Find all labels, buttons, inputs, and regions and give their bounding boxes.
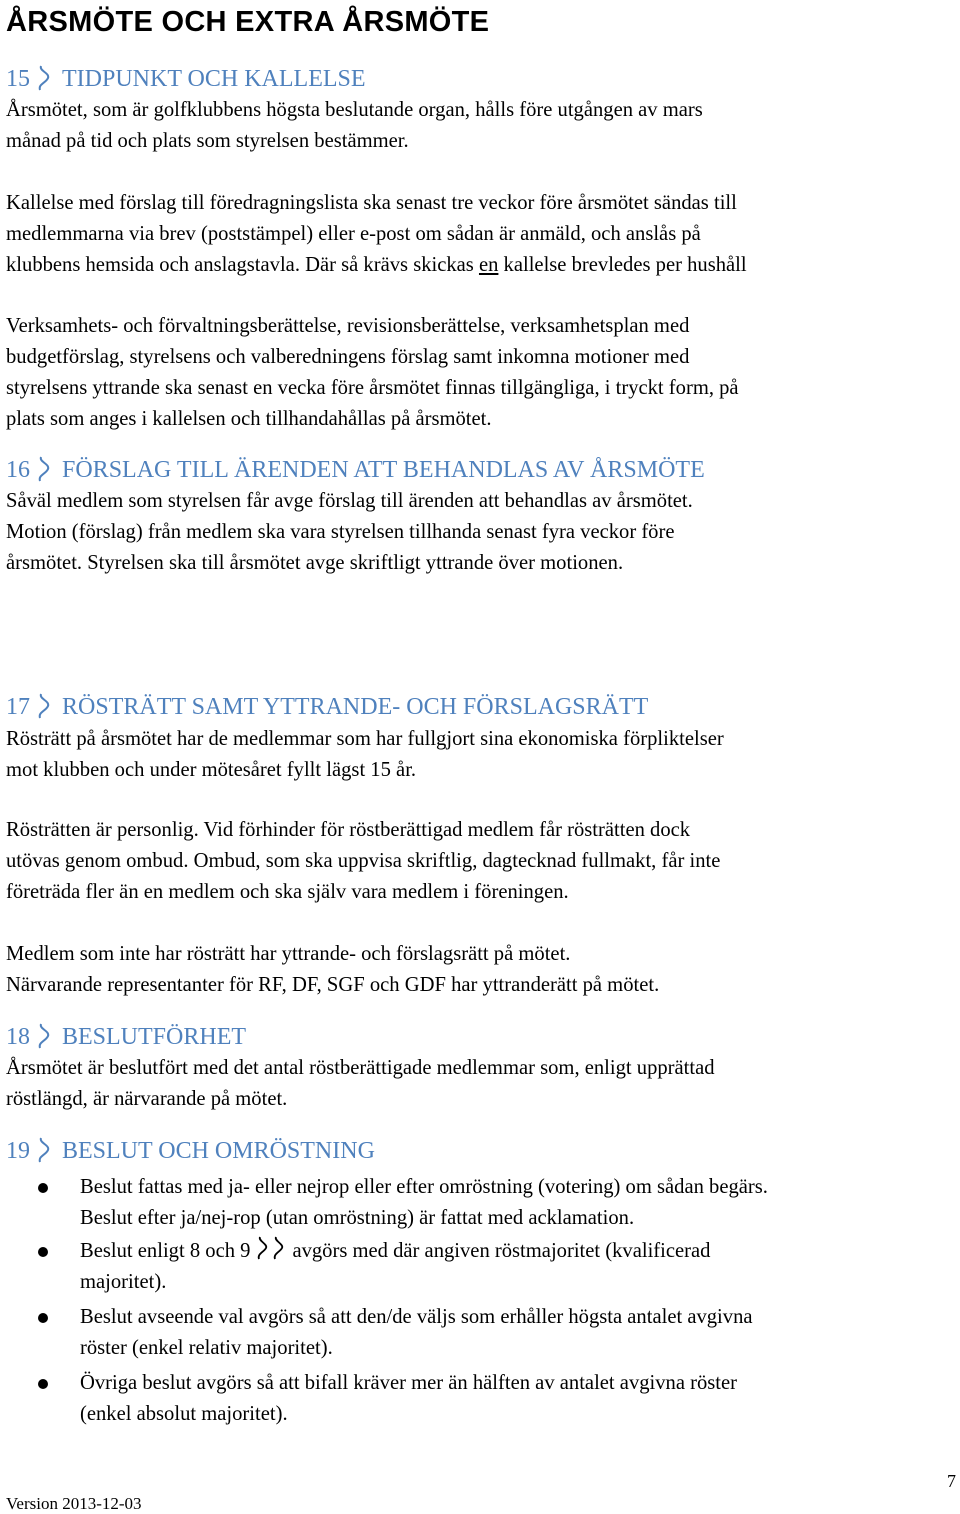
section-heading-text: TIDPUNKT OCH KALLELSE	[62, 66, 366, 92]
text-line	[6, 250, 747, 281]
text-line: plats som anges i kallelsen och tillhandahållas på årsmötet.	[6, 408, 492, 430]
text-line: månad på tid och plats som styrelsen bestämmer.	[6, 130, 409, 152]
section-number: 17	[6, 694, 30, 720]
text-line: Medlem som inte har rösträtt har yttrande- och förslagsrätt på mötet.	[6, 943, 571, 965]
page-title: ÅRSMÖTE OCH EXTRA ÅRSMÖTE	[6, 6, 490, 38]
section-19-heading	[6, 1136, 375, 1166]
section-18-heading	[6, 1022, 246, 1052]
section-17-paragraph-3	[6, 939, 659, 1001]
text-line: utövas genom ombud. Ombud, som ska uppvisa skriftlig, dagtecknad fullmakt, får inte	[6, 850, 721, 872]
text-line: röstlängd, är närvarande på mötet.	[6, 1088, 288, 1110]
text-line: Beslut fattas med ja- eller nejrop eller efter omröstning (votering) om sådan begärs.	[80, 1176, 768, 1198]
text-line: Årsmötet, som är golfklubbens högsta beslutande organ, hålls före utgången av mars	[6, 99, 703, 121]
list-item-text	[80, 1236, 710, 1298]
text-span: kallelse brevledes per hushåll	[498, 254, 747, 276]
page-number: 7	[947, 1471, 956, 1491]
list-item-text	[80, 1368, 737, 1430]
section-15-heading	[6, 64, 366, 94]
section-17-paragraph-2	[6, 815, 720, 908]
text-line: årsmötet. Styrelsen ska till årsmötet avge skriftligt yttrande över motionen.	[6, 552, 624, 574]
section-17-paragraph-1	[6, 724, 724, 786]
text-line: mot klubben och under mötesåret fyllt lägst 15 år.	[6, 759, 417, 781]
list-item-text	[80, 1172, 768, 1234]
text-span: avgörs med där angiven röstmajoritet (kvalificerad	[292, 1240, 711, 1262]
bullet-dot-icon	[38, 1313, 48, 1323]
paragraph-sign-icon	[34, 65, 56, 91]
section-15-paragraph-1	[6, 95, 703, 157]
text-span: klubbens hemsida och anslagstavla. Där så krävs skickas	[6, 254, 479, 276]
section-number: 15	[6, 66, 30, 92]
section-heading-text: BESLUT OCH OMRÖSTNING	[62, 1138, 375, 1164]
text-line: Motion (förslag) från medlem ska vara styrelsen tillhanda senast fyra veckor före	[6, 521, 675, 543]
text-span: Beslut enligt 8 och 9	[80, 1240, 251, 1262]
section-17-heading	[6, 692, 648, 722]
text-line: Beslut efter ja/nej-rop (utan omröstning) är fattat med acklamation.	[80, 1207, 635, 1229]
text-line: Kallelse med förslag till föredragningslista ska senast tre veckor före årsmötet sändas till	[6, 192, 737, 214]
section-15-paragraph-2	[6, 188, 747, 281]
paragraph-sign-icon	[34, 1023, 56, 1049]
footer-version: Version 2013-12-03	[6, 1494, 142, 1513]
section-16-heading	[6, 455, 705, 485]
text-line: (enkel absolut majoritet).	[80, 1403, 288, 1425]
text-line: styrelsens yttrande ska senast en vecka före årsmötet finnas tillgängliga, i tryckt form, på	[6, 377, 739, 399]
section-number: 16	[6, 457, 30, 483]
underlined-word: en	[478, 254, 499, 276]
bullet-dot-icon	[38, 1183, 48, 1193]
text-line	[80, 1236, 710, 1267]
text-line: budgetförslag, styrelsens och valberedningens förslag samt inkomna motioner med	[6, 346, 690, 368]
text-line: majoritet).	[80, 1271, 167, 1293]
text-line: Beslut avseende val avgörs så att den/de väljs som erhåller högsta antalet avgivna	[80, 1306, 753, 1328]
section-heading-text: BESLUTFÖRHET	[62, 1024, 247, 1050]
bullet-dot-icon	[38, 1247, 48, 1257]
section-number: 19	[6, 1138, 30, 1164]
section-18-paragraph-1	[6, 1053, 715, 1115]
text-line: Övriga beslut avgörs så att bifall kräver mer än hälften av antalet avgivna röster	[80, 1372, 738, 1394]
paragraph-sign-icon	[34, 693, 56, 719]
double-paragraph-sign-icon	[254, 1236, 288, 1258]
text-line: Årsmötet är beslutfört med det antal röstberättigade medlemmar som, enligt upprättad	[6, 1057, 715, 1079]
text-line: Närvarande representanter för RF, DF, SGF och GDF har yttranderätt på mötet.	[6, 974, 660, 996]
text-line: Verksamhets- och förvaltningsberättelse, revisionsberättelse, verksamhetsplan med	[6, 315, 690, 337]
text-line: medlemmarna via brev (poststämpel) eller e-post om sådan är anmäld, och anslås på	[6, 223, 701, 245]
paragraph-sign-icon	[34, 456, 56, 482]
text-line: Rösträtten är personlig. Vid förhinder för röstberättigad medlem får rösträtten dock	[6, 819, 691, 841]
section-heading-text: FÖRSLAG TILL ÄRENDEN ATT BEHANDLAS AV ÅRSMÖTE	[62, 457, 705, 483]
bullet-dot-icon	[38, 1379, 48, 1389]
section-16-paragraph-1	[6, 486, 693, 579]
list-item-text	[80, 1302, 753, 1364]
text-line: Rösträtt på årsmötet har de medlemmar som har fullgjort sina ekonomiska förpliktelser	[6, 728, 724, 750]
section-number: 18	[6, 1024, 30, 1050]
section-15-paragraph-3	[6, 311, 739, 435]
section-heading-text: RÖSTRÄTT SAMT YTTRANDE- OCH FÖRSLAGSRÄTT	[62, 694, 649, 720]
text-line: företräda fler än en medlem och ska själv vara medlem i föreningen.	[6, 881, 569, 903]
text-line: röster (enkel relativ majoritet).	[80, 1337, 333, 1359]
paragraph-sign-icon	[34, 1137, 56, 1163]
text-line: Såväl medlem som styrelsen får avge förslag till ärenden att behandlas av årsmötet.	[6, 490, 693, 512]
